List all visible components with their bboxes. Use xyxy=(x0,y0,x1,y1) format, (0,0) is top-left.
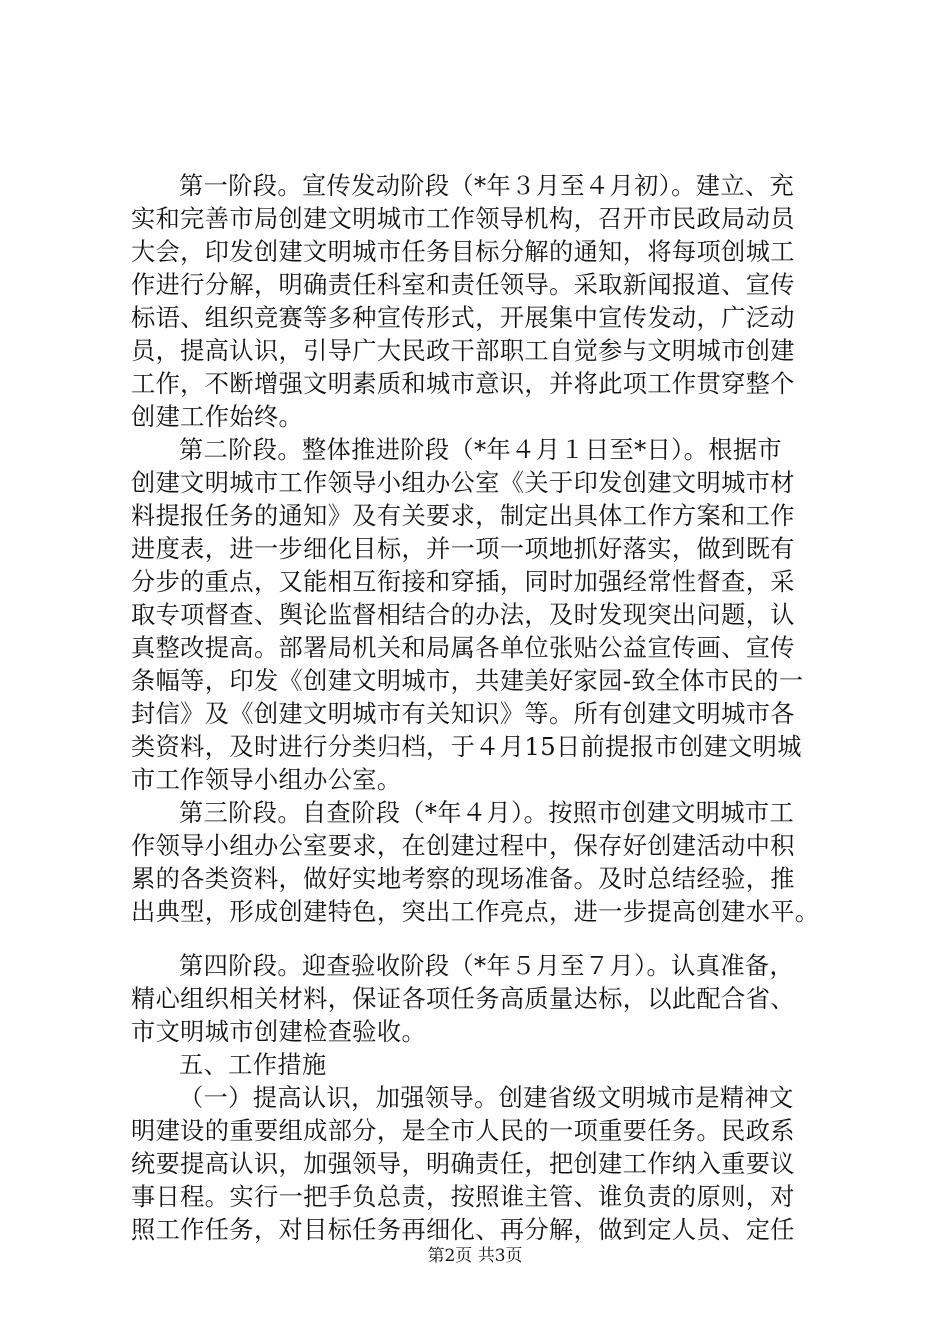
text-line: 进度表，进一步细化目标，并一项一项地抓好落实，做到既有 xyxy=(131,535,795,563)
text-line: 工作，不断增强文明素质和城市意识，并将此项工作贯穿整个 xyxy=(131,370,795,398)
text-line: 大会，印发创建文明城市任务目标分解的通知，将每项创城工 xyxy=(131,238,795,266)
text-line: 作进行分解，明确责任科室和责任领导。采取新闻报道、宣传 xyxy=(131,271,795,299)
page-footer xyxy=(0,1245,950,1267)
text-line: 作领导小组办公室要求，在创建过程中，保存好创建活动中积 xyxy=(131,832,795,860)
text-line: 市文明城市创建检查验收。 xyxy=(131,1018,427,1046)
text-line: 真整改提高。部署局机关和局属各单位张贴公益宣传画、宣传 xyxy=(131,634,795,662)
text-line: 第四阶段。迎查验收阶段（*年５月至７月）。认真准备， xyxy=(179,952,795,980)
document-body xyxy=(131,170,831,1247)
text-line: 事日程。实行一把手负总责，按照谁主管、谁负责的原则，对 xyxy=(131,1183,795,1211)
text-line: 创建工作始终。 xyxy=(131,403,304,431)
text-line: （一）提高认识，加强领导。创建省级文明城市是精神文 xyxy=(179,1084,794,1112)
text-line: 料提报任务的通知》及有关要求，制定出具体工作方案和工作 xyxy=(131,502,795,530)
paragraph-measure-one xyxy=(131,1082,831,1247)
paragraph-stage-three xyxy=(131,797,831,929)
text-line: 分步的重点，又能相互衔接和穿插，同时加强经常性督查，采 xyxy=(131,568,795,596)
text-line: 标语、组织竞赛等多种宣传形式，开展集中宣传发动，广泛动 xyxy=(131,304,795,332)
text-line: 照工作任务，对目标任务再细化、再分解，做到定人员、定任 xyxy=(131,1216,795,1244)
text-line: 实和完善市局创建文明城市工作领导机构，召开市民政局动员 xyxy=(131,205,795,233)
text-line: 员，提高认识，引导广大民政干部职工自觉参与文明城市创建 xyxy=(131,337,795,365)
paragraph-stage-four xyxy=(131,950,831,1049)
text-line: 取专项督查、舆论监督相结合的办法，及时发现突出问题，认 xyxy=(131,601,795,629)
paragraph-stage-one xyxy=(131,170,831,434)
text-line: 条幅等，印发《创建文明城市，共建美好家园-致全体市民的一 xyxy=(131,667,804,695)
text-line: 第二阶段。整体推进阶段（*年４月１日至*日）。根据市 xyxy=(179,436,782,464)
text-line: 累的各类资料，做好实地考察的现场准备。及时总结经验，推 xyxy=(131,865,795,893)
text-line: 封信》及《创建文明城市有关知识》等。所有创建文明城市各 xyxy=(131,700,795,728)
text-line: 第三阶段。自查阶段（*年４月）。按照市创建文明城市工 xyxy=(179,799,795,827)
text-line: 市工作领导小组办公室。 xyxy=(131,766,402,794)
section-heading-measures xyxy=(131,1049,831,1082)
text-line: 明建设的重要组成部分，是全市人民的一项重要任务。民政系 xyxy=(131,1117,795,1145)
paragraph-stage-two xyxy=(131,434,831,797)
text-line: 第一阶段。宣传发动阶段（*年３月至４月初）。建立、充 xyxy=(179,172,795,200)
section-heading: 五、工作措施 xyxy=(179,1051,327,1079)
page-number-label: 第2页 共3页 xyxy=(427,1246,523,1266)
text-line: 创建文明城市工作领导小组办公室《关于印发创建文明城市材 xyxy=(131,469,795,497)
text-line: 精心组织相关材料，保证各项任务高质量达标，以此配合省、 xyxy=(131,985,795,1013)
text-line: 类资料，及时进行分类归档，于４月15日前提报市创建文明城 xyxy=(131,733,802,761)
text-line: 出典型，形成创建特色，突出工作亮点，进一步提高创建水平。 xyxy=(131,898,820,926)
text-line: 统要提高认识，加强领导，明确责任，把创建工作纳入重要议 xyxy=(131,1150,795,1178)
